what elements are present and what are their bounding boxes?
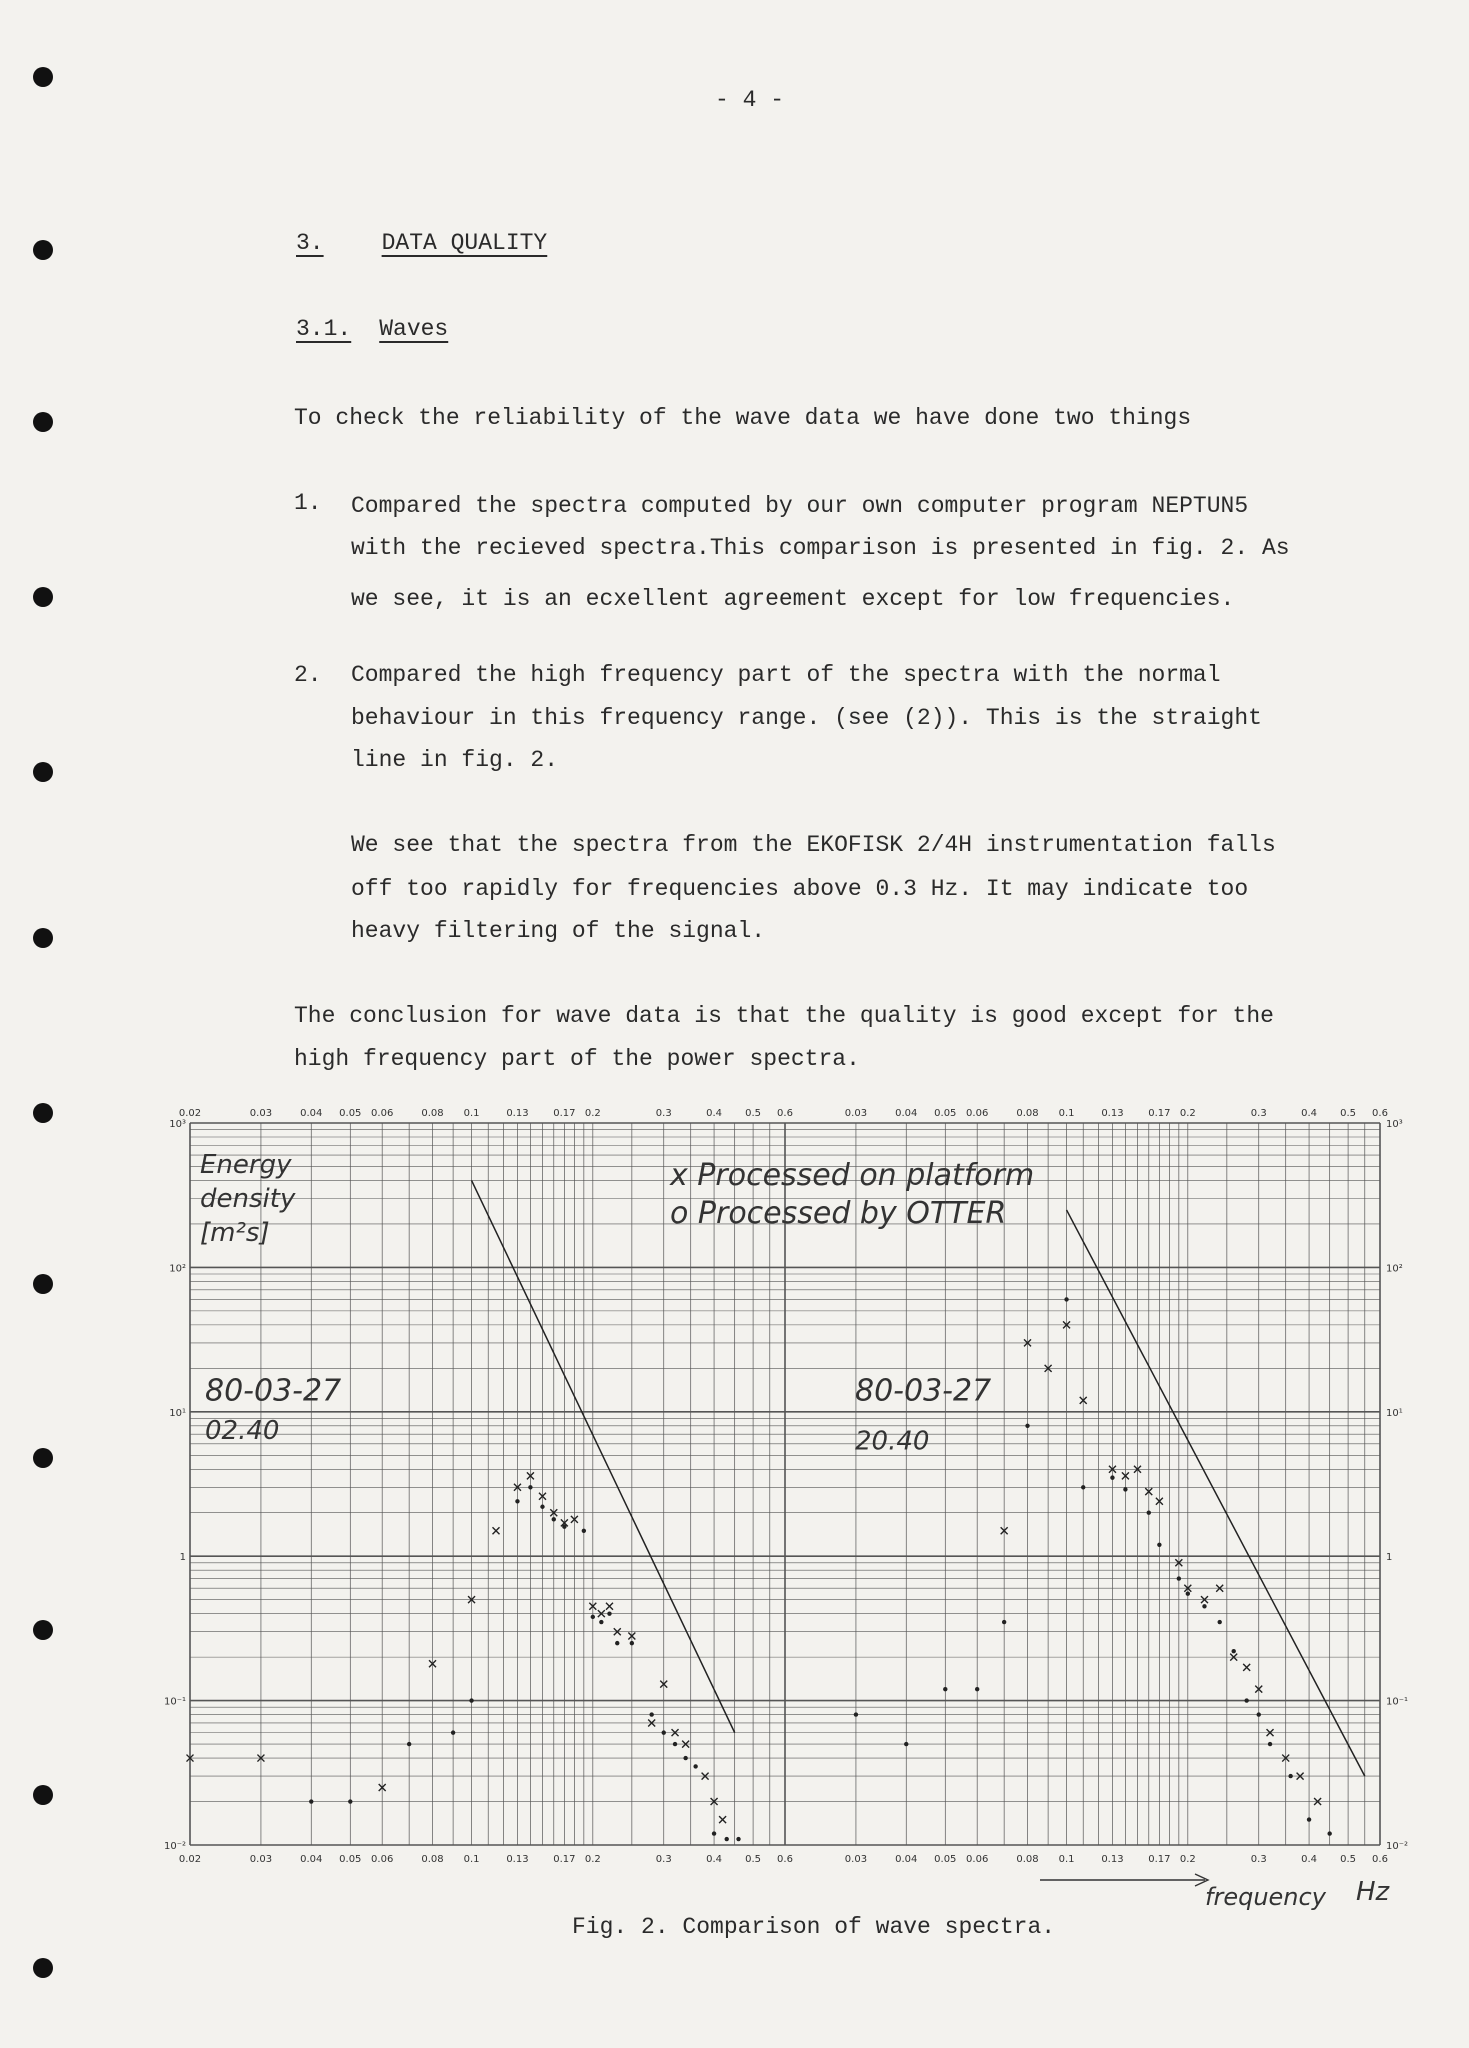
data-points [187,1297,1332,1841]
x-tick-label: 0.03 [249,1108,273,1119]
binder-hole [33,587,53,607]
x-tick-label: 0.6 [1372,1108,1388,1119]
subsection-heading [296,314,448,344]
otter-point [662,1730,666,1734]
item-2-line-1: Compared the high frequency part of the spectra with the normal [351,662,1221,688]
y-tick-label: 10³ [169,1119,186,1130]
x-tick-label: 0.1 [463,1854,480,1865]
x-tick-label: 0.2 [1179,1108,1196,1119]
otter-point [975,1687,979,1691]
platform-point [606,1603,613,1610]
otter-point [582,1529,586,1533]
otter-point [1202,1604,1206,1608]
x-tick-label: 0.3 [655,1108,672,1119]
x-tick-label: 0.6 [1372,1854,1388,1865]
x-tick-label: 0.17 [1148,1108,1171,1119]
platform-point [1243,1664,1250,1671]
y-tick-label: 10¹ [169,1407,186,1419]
item-1-line-1: Compared the spectra computed by our own computer program NEPTUN5 [351,493,1249,519]
otter-point [1064,1297,1068,1301]
x-axis-label: frequency [1205,1883,1326,1911]
otter-point [407,1742,411,1746]
otter-point [1147,1511,1151,1515]
otter-point [673,1742,677,1746]
otter-point [599,1620,603,1624]
otter-point [1268,1742,1272,1746]
x-tick-label: 0.06 [966,1854,989,1865]
x-tick-label: 0.17 [553,1108,576,1119]
y-tick-label: 10⁻¹ [1386,1696,1409,1708]
otter-point [854,1712,858,1716]
x-tick-label: 0.06 [966,1108,989,1119]
otter-point [1244,1698,1248,1702]
x-tick-label: 0.17 [553,1854,576,1865]
section-title: DATA QUALITY [381,230,548,256]
binder-hole [33,1448,53,1468]
otter-point [1177,1576,1181,1580]
panel-time: 02.40 [205,1415,280,1446]
subsection-title: Waves [379,316,449,342]
x-tick-label: 0.05 [934,1854,957,1865]
x-tick-label: 0.05 [339,1854,362,1865]
x-tick-label: 0.5 [745,1854,762,1865]
otter-point [348,1799,352,1803]
otter-point [1186,1591,1190,1595]
observation-line-1: We see that the spectra from the EKOFISK 2/4H instrumentation falls [351,832,1276,858]
panel-time: 20.40 [855,1426,930,1457]
x-tick-label: 0.13 [506,1108,529,1119]
x-tick-label: 0.05 [339,1108,362,1119]
x-tick-label: 0.08 [1016,1108,1039,1119]
y-tick-label: 1 [1386,1552,1393,1564]
y-tick-label: 10⁻² [1386,1841,1409,1852]
otter-point [1232,1649,1236,1653]
x-tick-label: 0.1 [1058,1108,1075,1119]
otter-point [693,1764,697,1768]
otter-point [1307,1817,1311,1821]
handwritten-annotations [200,1150,1391,1911]
otter-point [309,1799,313,1803]
x-tick-label: 0.04 [895,1108,918,1119]
x-tick-label: 0.02 [178,1108,202,1119]
binder-hole [33,1103,53,1123]
section-heading [296,228,547,258]
x-tick-label: 0.3 [1250,1854,1267,1865]
platform-point [719,1816,726,1823]
y-tick-label: 10³ [1386,1119,1403,1130]
x-tick-label: 0.2 [1179,1854,1196,1865]
otter-point [591,1615,595,1619]
binder-hole [33,928,53,948]
binder-hole [33,67,53,87]
item-1-line-3: we see, it is an ecxellent agreement except for low frequencies. [351,586,1235,612]
otter-point [515,1499,519,1503]
x-tick-label: 0.6 [777,1854,793,1865]
otter-point [540,1505,544,1509]
panel-date: 80-03-27 [205,1373,342,1409]
x-tick-label: 0.08 [421,1108,444,1119]
observation-line-2: off too rapidly for frequencies above 0.3 Hz. It may indicate too [351,876,1249,902]
x-tick-label: 0.04 [300,1108,323,1119]
otter-point [469,1698,473,1702]
x-tick-label: 0.06 [371,1854,394,1865]
x-tick-label: 0.13 [506,1854,529,1865]
conclusion-line-2: high frequency part of the power spectra. [294,1046,860,1072]
x-tick-label: 0.2 [584,1108,601,1119]
observation-line-3: heavy filtering of the signal. [351,918,766,944]
x-tick-label: 0.03 [844,1854,868,1865]
wave-spectra-figure [150,1105,1409,1925]
x-tick-label: 0.13 [1101,1854,1124,1865]
otter-point [736,1837,740,1841]
otter-point [712,1831,716,1835]
x-tick-label: 0.13 [1101,1108,1124,1119]
binder-hole [33,762,53,782]
x-tick-label: 0.3 [1250,1108,1267,1119]
binder-hole [33,1620,53,1640]
otter-point [528,1485,532,1489]
x-tick-label: 0.4 [706,1854,723,1865]
otter-point [1025,1424,1029,1428]
otter-point [451,1730,455,1734]
item-2-line-3: line in fig. 2. [351,747,559,773]
otter-point [615,1641,619,1645]
reference-lines [472,1180,1365,1776]
otter-point [1288,1774,1292,1778]
reference-line [1067,1210,1365,1776]
x-tick-label: 0.1 [1058,1854,1075,1865]
x-tick-label: 0.6 [777,1108,793,1119]
y-tick-label: 1 [179,1552,186,1564]
x-tick-label: 0.17 [1148,1854,1171,1865]
platform-point [493,1527,500,1534]
figure-caption: Fig. 2. Comparison of wave spectra. [572,1914,1056,1940]
item-1-line-2: with the recieved spectra.This comparison is presented in fig. 2. As [351,535,1290,561]
x-tick-label: 0.5 [1340,1108,1357,1119]
y-axis-label: [m²s] [200,1218,270,1248]
x-tick-label: 0.08 [421,1854,444,1865]
log-log-grid [190,1123,1380,1845]
x-tick-label: 0.4 [706,1108,723,1119]
binder-hole [33,1785,53,1805]
otter-point [552,1517,556,1521]
item-2-line-2: behaviour in this frequency range. (see (2)). This is the straight [351,705,1262,731]
legend-entry: o Processed by OTTER [670,1196,1007,1231]
y-tick-label: 10² [1386,1263,1403,1275]
x-tick-label: 0.5 [1340,1854,1357,1865]
x-tick-label: 0.4 [1301,1108,1318,1119]
x-axis-unit: Hz [1356,1877,1390,1907]
binder-hole [33,240,53,260]
x-tick-label: 0.04 [300,1854,323,1865]
y-tick-label: 10⁻² [163,1841,186,1852]
binder-hole [33,1274,53,1294]
x-tick-label: 0.03 [249,1854,273,1865]
otter-point [1081,1485,1085,1489]
y-tick-label: 10² [169,1263,186,1275]
y-axis-label: density [200,1184,296,1214]
x-tick-label: 0.02 [178,1854,202,1865]
x-tick-label: 0.5 [745,1108,762,1119]
otter-point [630,1641,634,1645]
otter-point [1002,1620,1006,1624]
y-axis-label: Energy [200,1150,292,1180]
x-tick-label: 0.06 [371,1108,394,1119]
conclusion-line-1: The conclusion for wave data is that the quality is good except for the [294,1003,1274,1029]
x-tick-label: 0.2 [584,1854,601,1865]
otter-point [1157,1543,1161,1547]
x-tick-label: 0.03 [844,1108,868,1119]
otter-point [904,1742,908,1746]
otter-point [562,1525,566,1529]
section-number: 3. [296,230,324,256]
otter-point [607,1611,611,1615]
x-tick-label: 0.4 [1301,1854,1318,1865]
x-tick-label: 0.1 [463,1108,480,1119]
subsection-number: 3.1. [296,316,352,342]
binder-hole [33,412,53,432]
item-number: 2. [294,662,322,688]
x-tick-label: 0.3 [655,1854,672,1865]
y-tick-label: 10⁻¹ [163,1696,186,1708]
otter-point [1257,1712,1261,1716]
x-tick-label: 0.04 [895,1854,918,1865]
intro-paragraph: To check the reliability of the wave data we have done two things [294,405,1192,431]
reference-line [472,1180,735,1732]
otter-point [649,1712,653,1716]
page-number: - 4 - [715,87,785,113]
otter-point [1327,1831,1331,1835]
x-tick-label: 0.05 [934,1108,957,1119]
legend-entry: x Processed on platform [670,1158,1035,1193]
otter-point [725,1837,729,1841]
otter-point [943,1687,947,1691]
otter-point [1218,1620,1222,1624]
binder-hole [33,1958,53,1978]
otter-point [1123,1487,1127,1491]
panel-date: 80-03-27 [855,1373,992,1409]
otter-point [683,1756,687,1760]
otter-point [1110,1475,1114,1479]
item-number: 1. [294,490,322,516]
x-tick-label: 0.08 [1016,1854,1039,1865]
y-tick-label: 10¹ [1386,1407,1403,1419]
